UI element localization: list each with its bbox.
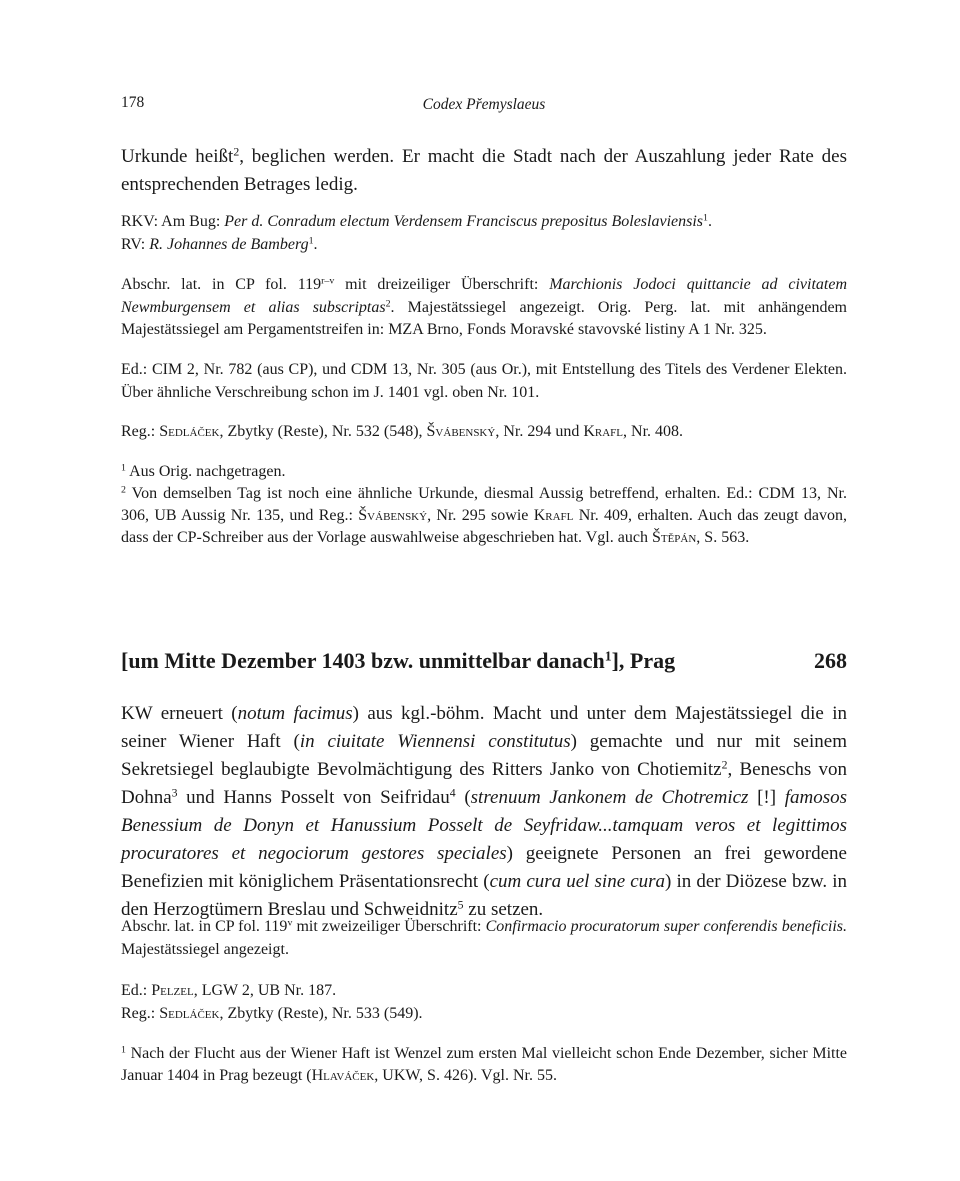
abschr-note-2: Abschr. lat. in CP fol. 119$^v$ mit zweizeiliger Überschrift: Confirmacio procuratorum super conferendis beneficiis. Majestätssiegel angezeigt. — [121, 917, 848, 958]
chancery-notes — [121, 211, 847, 256]
reg-note-2: Reg.: Sedláček, Zbytky (Reste), Nr. 533 (549). — [121, 1004, 423, 1022]
footnote-ref[interactable]: 1 — [604, 648, 612, 664]
rkv-note: RKV: Am Bug: Per d. Conradum electum Verdensem Franciscus prepositus Boleslaviensis$^1$. — [121, 212, 712, 230]
regest-body — [121, 700, 847, 924]
running-title: Codex Přemyslaeus — [422, 96, 546, 113]
regest-text: KW erneuert (notum facimus) aus kgl.-böhm. Macht und unter dem Majestätssiegel die in seiner Wiener Haft (in ciuitate Wiennensi constitutus) gemachte und nur mit seinem Sekretsiegel beglaubigte Bevolmächtigung des Ritters Janko von Chotiemitz$^2$, Beneschs von Dohna$^3$ und Hanns Posselt von Seifridau$^4$ (strenuum Jankonem de Chotremicz [!] famosos Benessium de Donyn et Hanussium Posselt de Seyfridaw...tamquam veros et legittimos procuratores et negociorum gestores speciales) geeignete Personen an frei gewordene Benefizien mit königlichem Präsentationsrecht (cum cura uel sine cura) in der Diözese bzw. in den Herzogtümern Breslau und Schweidnitz$^5$ zu setzen. — [121, 703, 848, 920]
abschr-note: Abschr. lat. in CP fol. 119$^{r-v}$ mit dreizeiliger Überschrift: Marchionis Jodoci quittancie ad civitatem Newmburgensem et alias subscriptas$^2$. Majestätssiegel angezeigt. Orig. Perg. lat. mit anhängendem Majestätssiegel am Pergamentstreifen in: MZA Brno, Fonds Moravské stavovské listiny A 1 Nr. 325. — [121, 275, 848, 338]
footnote-ref[interactable]: 5 — [457, 898, 464, 912]
transmission-note-2 — [121, 916, 847, 961]
footnote-1-doc2: $^1$ Nach der Flucht aus der Wiener Haft ist Wenzel zum ersten Mal vielleicht schon Ende Dezember, sicher Mitte Januar 1404 in Prag bezeugt (Hlaváček, UKW, S. 426). Vgl. Nr. 55. — [121, 1044, 847, 1084]
document-heading — [121, 648, 847, 678]
footnotes-block-2 — [121, 1043, 847, 1087]
transmission-note — [121, 274, 847, 342]
footnote-ref[interactable]: 1 — [308, 235, 314, 247]
ed-note-2: Ed.: Pelzel, LGW 2, UB Nr. 187. — [121, 982, 337, 999]
edition-note — [121, 359, 847, 404]
page-number: 178 — [121, 94, 145, 111]
footnote-1: $^1$ Aus Orig. nachgetragen. — [121, 462, 286, 480]
rv-note: RV: R. Johannes de Bamberg$^1$. — [121, 235, 318, 253]
footnote-ref[interactable]: 1 — [703, 212, 708, 224]
footnote-2: $^2$ Von demselben Tag ist noch eine ähnliche Urkunde, diesmal Aussig betreffend, erhalten. Ed.: CDM 13, Nr. 306, UB Aussig Nr. 135, und Reg.: Švábenský, Nr. 295 sowie Krafl Nr. 409, erhalten. Auch das zeugt davon, dass der CP-Schreiber aus der Vorlage auswahlweise abgeschrieben hat. Vgl. auch Štěpán, S. 563. — [121, 484, 848, 546]
document-date-place: [um Mitte Dezember 1403 bzw. unmittelbar danach$^1$], Prag — [121, 648, 676, 673]
footnote-ref[interactable]: 4 — [449, 786, 456, 800]
footnote-ref[interactable]: 2 — [385, 298, 391, 310]
ed-note: Ed.: CIM 2, Nr. 782 (aus CP), und CDM 13, Nr. 305 (aus Or.), mit Entstellung des Titels des Verdener Elekten. Über ähnliche Verschreibung schon im J. 1401 vgl. oben Nr. 101. — [121, 361, 847, 401]
regest-text-end: Urkunde heißt$^2$, beglichen werden. Er macht die Stadt nach der Auszahlung jeder Rate des entsprechenden Betrages ledig. — [121, 145, 847, 195]
reg-note: Reg.: Sedláček, Zbytky (Reste), Nr. 532 (548), Švábenský, Nr. 294 und Krafl, Nr. 408. — [121, 423, 684, 440]
footnote-ref[interactable]: 3 — [171, 786, 178, 800]
regest-references — [121, 421, 847, 444]
document-number: 268 — [814, 648, 847, 673]
footnote-ref[interactable]: 2 — [721, 758, 728, 772]
footnotes-block — [121, 461, 847, 549]
regest-continuation — [121, 143, 847, 199]
running-header — [121, 94, 847, 116]
edition-references-2 — [121, 980, 847, 1025]
footnote-ref[interactable]: 2 — [233, 145, 240, 159]
